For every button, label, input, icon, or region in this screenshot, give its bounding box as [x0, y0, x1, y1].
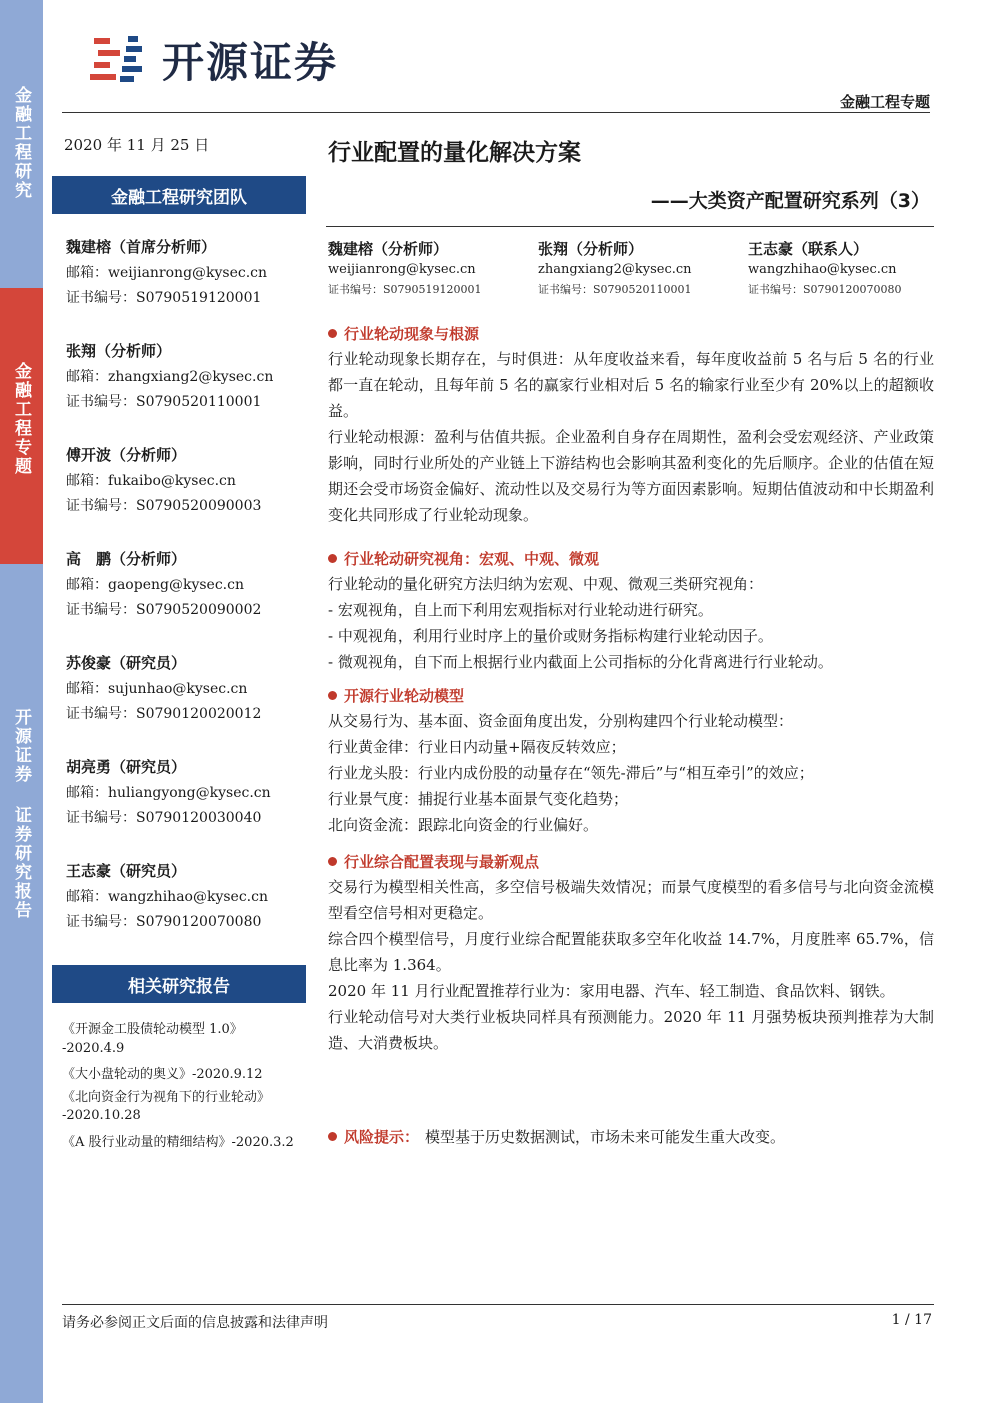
model-item: 行业龙头股：行业内成份股的动量存在“领先-滞后”与“相互牵引”的效应；: [328, 764, 814, 782]
analyst-name: 张翔（分析师）: [66, 342, 172, 360]
section-paragraph: 行业轮动现象长期存在，与时俱进：从年度收益来看，每年度收益前 5 名与后 5 名的行业都一直在轮动，且每年前 5 名的赢家行业相对后 5 名的输家行业至少有 20%以上的超额收益。: [328, 350, 934, 420]
section-paragraph: 综合四个模型信号，月度行业综合配置能获取多空年化收益 14.7%，月度胜率 65.7%，信息比率为 1.364。: [328, 930, 934, 974]
section-paragraph: 行业轮动信号对大类行业板块同样具有预测能力。2020 年 11 月强势板块预判推荐为大制造、大消费板块。: [328, 1008, 934, 1052]
analyst-card: [66, 652, 306, 728]
author-name: 张翔（分析师）: [538, 240, 644, 258]
model-item: 行业景气度：捕捉行业基本面景气变化趋势；: [328, 790, 629, 808]
side-label-topic: 金融工程专题: [11, 362, 31, 476]
header-divider: [62, 112, 930, 113]
section-heading-text: 行业轮动研究视角：宏观、中观、微观: [344, 549, 600, 568]
section-list-item: - 宏观视角，自上而下利用宏观指标对行业轮动进行研究。: [328, 601, 713, 619]
analyst-email: 邮箱：fukaibo@kysec.cn: [66, 473, 236, 489]
author-name: 魏建榕（分析师）: [328, 240, 449, 258]
analyst-cert: 证书编号：S0790120030040: [66, 810, 262, 826]
team-title-box: [52, 176, 306, 214]
footer-divider: [62, 1304, 934, 1305]
section-heading: [328, 682, 934, 708]
analyst-cert: 证书编号：S0790120070080: [66, 914, 262, 930]
team-title: 金融工程研究团队: [111, 187, 247, 208]
section-rotation-phenomenon: [328, 320, 934, 528]
related-report-item: -2020.4.9: [62, 1040, 125, 1056]
section-heading-text: 行业轮动现象与根源: [344, 324, 480, 343]
page-number: 1 / 17: [891, 1312, 932, 1328]
model-item: 北向资金流：跟踪北向资金的行业偏好。: [328, 816, 599, 834]
author-email: zhangxiang2@kysec.cn: [538, 262, 692, 277]
author-block: [748, 238, 902, 297]
bullet-icon: [328, 554, 337, 563]
model-item: 行业黄金律：行业日内动量+隔夜反转效应；: [328, 738, 626, 756]
section-heading-text: 行业综合配置表现与最新观点: [344, 852, 540, 871]
analyst-name: 胡亮勇（研究员）: [66, 758, 187, 776]
section-heading-text: 开源行业轮动模型: [344, 686, 465, 705]
related-reports-list: [62, 1018, 308, 1154]
risk-text: 模型基于历史数据测试，市场未来可能发生重大改变。: [425, 1128, 786, 1146]
analyst-card: [66, 860, 306, 936]
analyst-name: 高 鹏（分析师）: [66, 550, 187, 568]
bullet-icon: [328, 1132, 337, 1141]
logo-mark-icon: [88, 32, 160, 88]
section-heading: [328, 320, 934, 346]
section-research-perspectives: [328, 545, 934, 675]
logo-text: 开源证券: [162, 38, 339, 87]
side-strip-company: [0, 564, 43, 1403]
analyst-card: [66, 340, 306, 416]
section-list-item: - 微观视角，自下而上根据行业内截面上公司指标的分化背离进行行业轮动。: [328, 653, 833, 671]
bullet-icon: [328, 691, 337, 700]
report-subtitle: ——大类资产配置研究系列（3）: [650, 190, 930, 212]
author-cert: 证书编号：S0790519120001: [328, 283, 482, 296]
section-allocation-performance: [328, 848, 934, 1056]
related-report-item[interactable]: 《大小盘轮动的奥义》-2020.9.12: [62, 1067, 263, 1083]
company-logo: [88, 30, 338, 90]
author-cert: 证书编号：S0790120070080: [748, 283, 902, 296]
side-strip-research: [0, 0, 43, 288]
section-paragraph: 2020 年 11 月行业配置推荐行业为：家用电器、汽车、轻工制造、食品饮料、钢铁。: [328, 982, 895, 1000]
related-reports-title-box: [52, 965, 306, 1003]
analyst-name: 魏建榕（首席分析师）: [66, 238, 217, 256]
side-strip: [0, 0, 43, 1403]
analyst-email: 邮箱：sujunhao@kysec.cn: [66, 681, 248, 697]
author-name: 王志豪（联系人）: [748, 240, 869, 258]
section-heading: [328, 848, 934, 874]
author-block: [538, 238, 692, 297]
analyst-name: 王志豪（研究员）: [66, 862, 187, 880]
section-paragraph: 交易行为模型相关性高，多空信号极端失效情况；而景气度模型的看多信号与北向资金流模型看空信号相对更稳定。: [328, 878, 934, 922]
section-paragraph: 从交易行为、基本面、资金面角度出发，分别构建四个行业轮动模型：: [328, 712, 794, 730]
bullet-icon: [328, 329, 337, 338]
risk-label: 风险提示：: [344, 1128, 420, 1146]
related-report-item[interactable]: 《北向资金行为视角下的行业轮动》: [62, 1089, 271, 1105]
analyst-cert: 证书编号：S0790120020012: [66, 706, 262, 722]
author-block: [328, 238, 482, 297]
related-reports-title: 相关研究报告: [128, 976, 230, 997]
risk-warning: [328, 1126, 785, 1147]
analyst-card: [66, 236, 306, 312]
side-label-research: 金融工程研究: [11, 86, 31, 200]
side-strip-topic: [0, 288, 43, 564]
analyst-email: 邮箱：huliangyong@kysec.cn: [66, 785, 271, 801]
side-label-company: 开源证券 证券研究报告: [11, 708, 31, 920]
analyst-cert: 证书编号：S0790520090003: [66, 498, 262, 514]
author-email: wangzhihao@kysec.cn: [748, 262, 897, 277]
analyst-name: 傅开波（分析师）: [66, 446, 187, 464]
related-report-item[interactable]: 《A 股行业动量的精细结构》-2020.3.2: [62, 1134, 294, 1150]
analyst-card: [66, 756, 306, 832]
analyst-email: 邮箱：gaopeng@kysec.cn: [66, 577, 244, 593]
analyst-email: 邮箱：weijianrong@kysec.cn: [66, 265, 268, 281]
related-report-item[interactable]: 《开源金工股债轮动模型 1.0》: [62, 1022, 243, 1037]
analyst-name: 苏俊豪（研究员）: [66, 654, 187, 672]
title-divider: [326, 226, 934, 227]
header-tag: 金融工程专题: [839, 93, 930, 111]
report-date: 2020 年 11 月 25 日: [64, 136, 210, 154]
related-report-item: -2020.10.28: [62, 1108, 141, 1124]
author-email: weijianrong@kysec.cn: [328, 262, 476, 277]
analyst-card: [66, 548, 306, 624]
section-rotation-models: [328, 682, 934, 838]
report-title: 行业配置的量化解决方案: [328, 140, 581, 166]
bullet-icon: [328, 857, 337, 866]
analyst-email: 邮箱：zhangxiang2@kysec.cn: [66, 369, 274, 385]
analyst-cert: 证书编号：S0790520110001: [66, 394, 262, 410]
author-cert: 证书编号：S0790520110001: [538, 283, 692, 296]
analyst-email: 邮箱：wangzhihao@kysec.cn: [66, 889, 268, 905]
section-paragraph: 行业轮动根源：盈利与估值共振。企业盈利自身存在周期性，盈利会受宏观经济、产业政策影响，同时行业所处的产业链上下游结构也会影响其盈利变化的先后顺序。企业的估值在短期还会受市场资金偏好、流动性以及交易行为等方面因素影响。短期估值波动和中长期盈利变化共同形成了行业轮动现象。: [328, 428, 934, 524]
section-heading: [328, 545, 934, 571]
analyst-cert: 证书编号：S0790520090002: [66, 602, 262, 618]
analyst-card: [66, 444, 306, 520]
section-paragraph: 行业轮动的量化研究方法归纳为宏观、中观、微观三类研究视角：: [328, 575, 764, 593]
analyst-cert: 证书编号：S0790519120001: [66, 290, 262, 306]
section-list-item: - 中观视角，利用行业时序上的量价或财务指标构建行业轮动因子。: [328, 627, 773, 645]
footer-disclaimer: 请务必参阅正文后面的信息披露和法律声明: [62, 1315, 328, 1331]
